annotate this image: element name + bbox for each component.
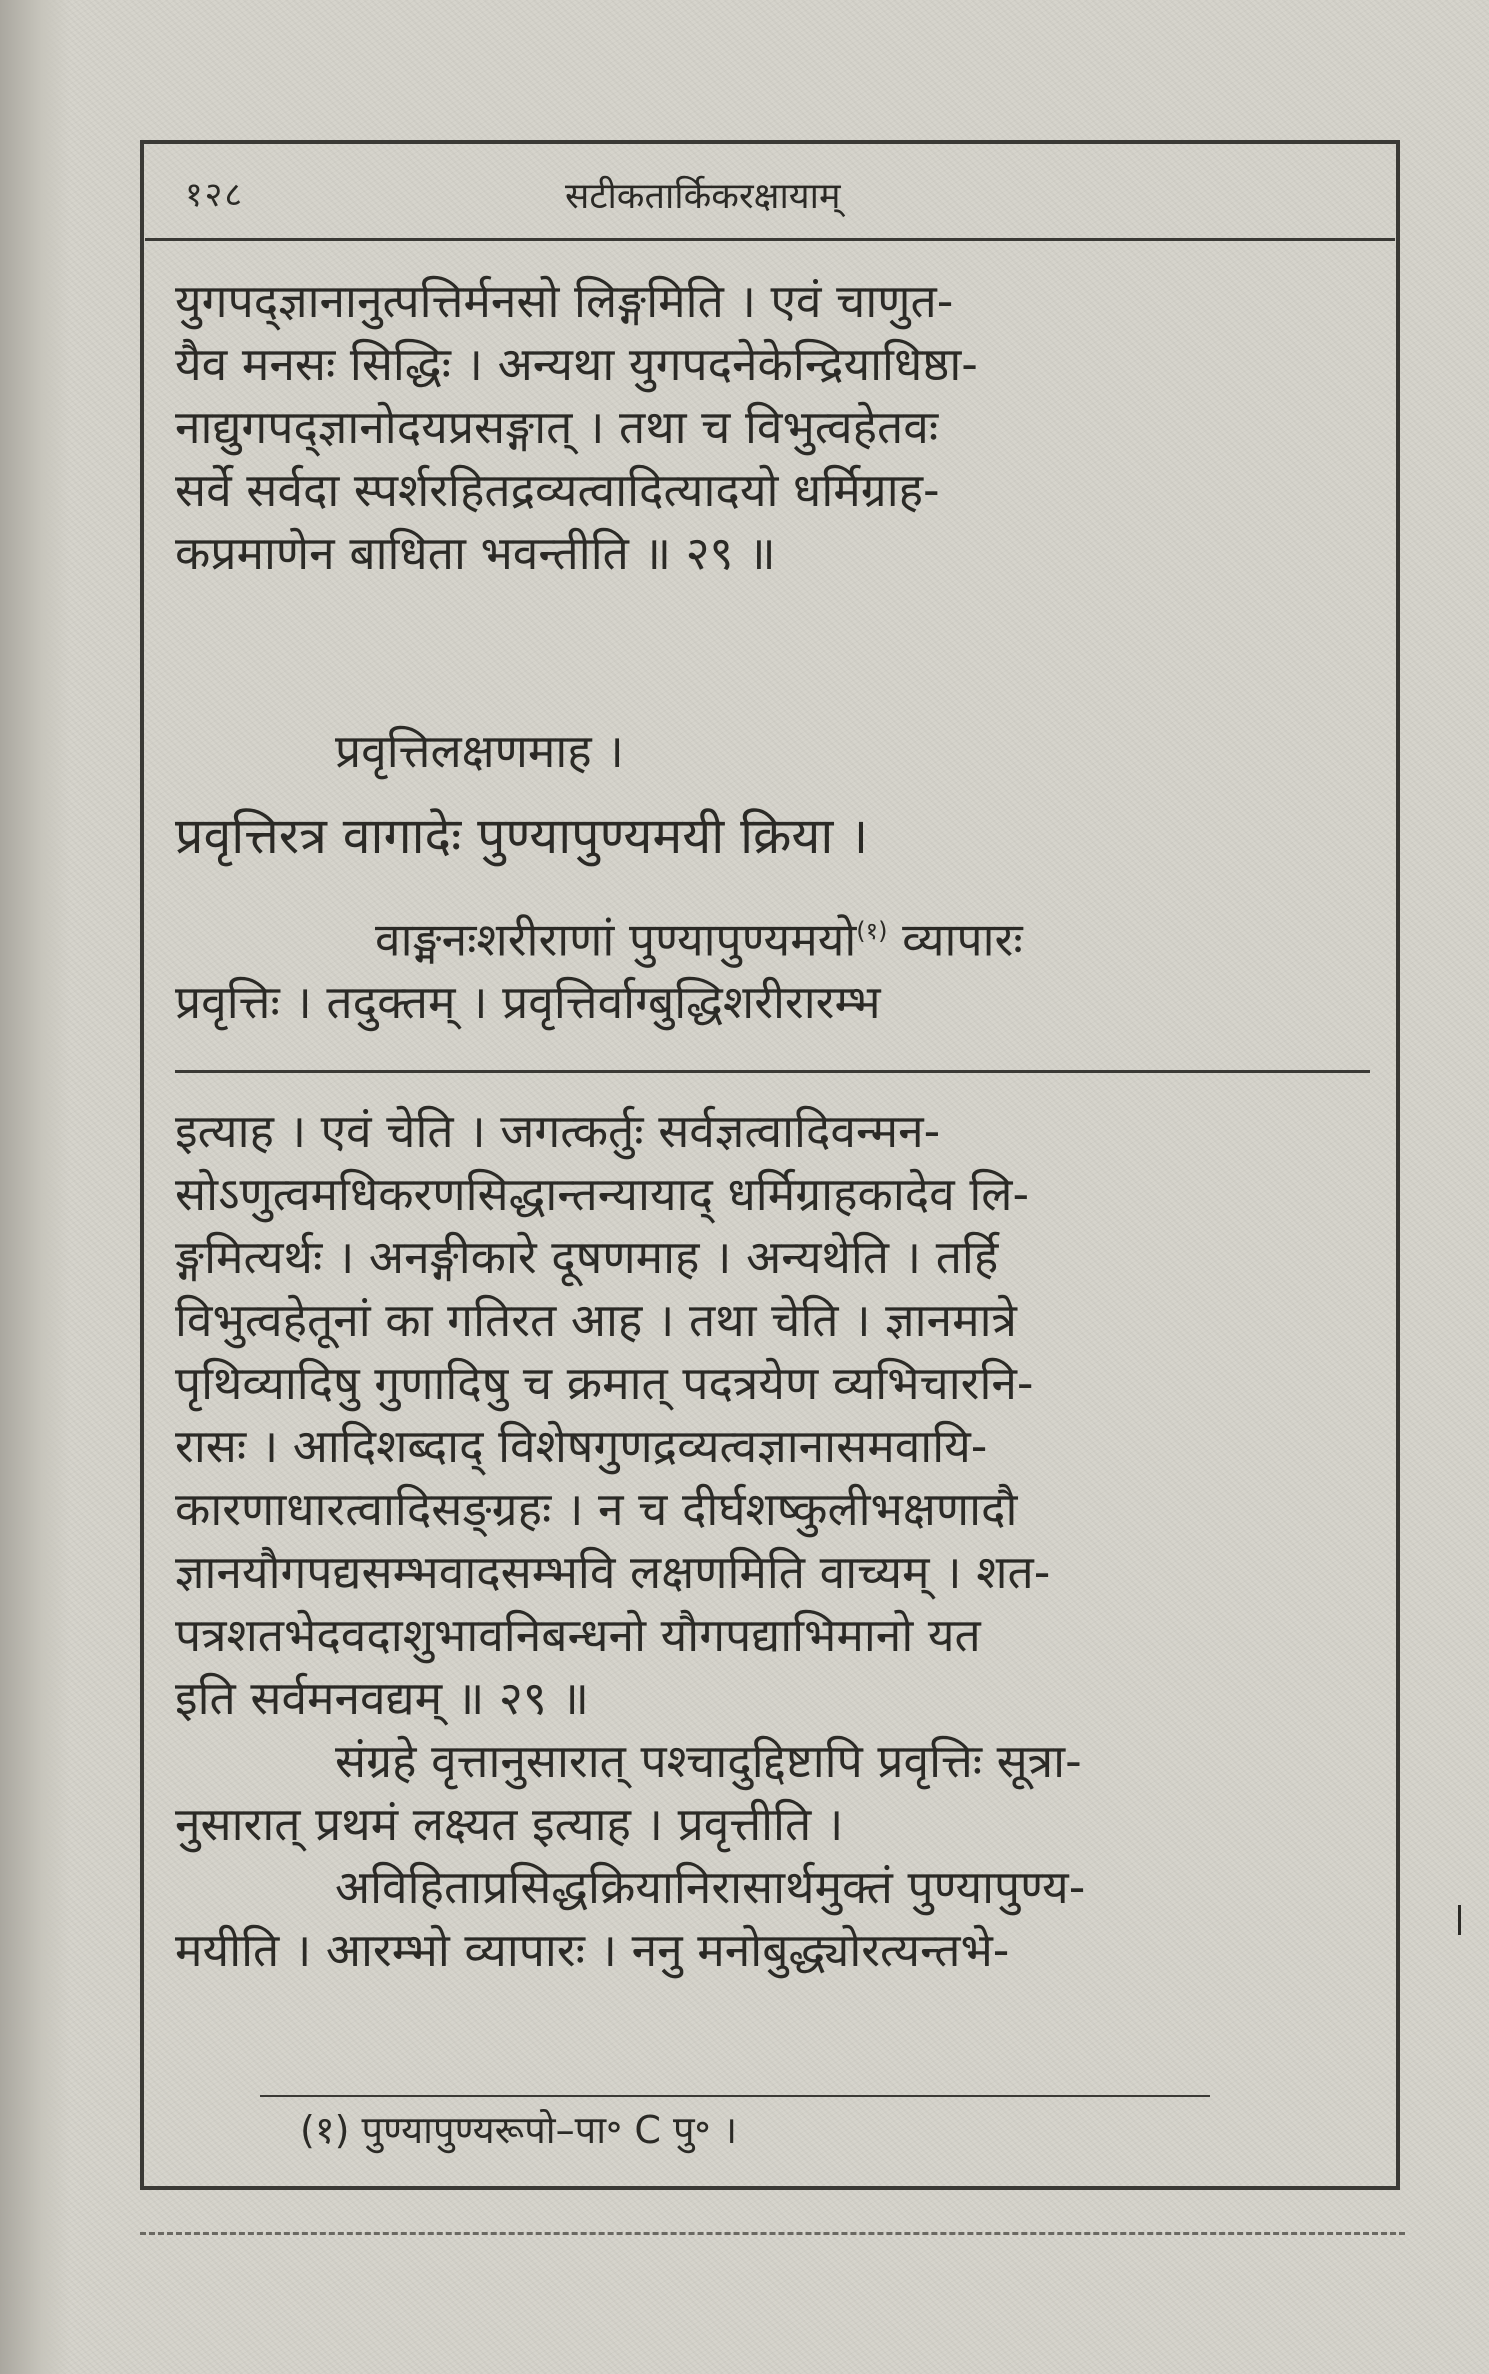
verse-line: प्रवृत्तिरत्र वागादेः पुण्यापुण्यमयी क्रिया । — [175, 807, 869, 865]
footnote-marker: (१) — [856, 917, 888, 945]
commentary-line: पत्रशतभेदवदाशुभावनिबन्धनो यौगपद्याभिमानो यत — [175, 1608, 981, 1662]
commentary-text: व्यापारः — [887, 912, 1023, 967]
text-line: युगपद्ज्ञानानुत्पत्तिर्मनसो लिङ्गमिति । एवं चाणुत- — [175, 274, 954, 328]
running-title: सटीकतार्किकरक्षायाम् — [565, 176, 841, 217]
verse-block — [175, 805, 1375, 868]
margin-mark — [1458, 1905, 1461, 1935]
commentary-line: प्रवृत्तिः । तदुक्तम् । प्रवृत्तिर्वाग्बुद्धिशरीरारम्भ — [175, 975, 881, 1030]
commentary-line: इत्याह । एवं चेति । जगत्कर्तुः सर्वज्ञत्वादिवन्मन- — [175, 1104, 941, 1158]
commentary-line: मयीति । आरम्भो व्यापारः । ननु मनोबुद्ध्योरत्यन्तभे- — [175, 1923, 1010, 1977]
main-text-upper — [175, 270, 1375, 585]
commentary-line: इति सर्वमनवद्यम् ॥ २९ ॥ — [175, 1671, 589, 1725]
section-heading-block — [175, 720, 1375, 783]
commentary-upper — [175, 900, 1375, 1034]
commentary-lower — [175, 1100, 1375, 1982]
section-heading: प्रवृत्तिलक्षणमाह । — [335, 724, 624, 778]
page-header — [145, 148, 1395, 241]
page-number: १२८ — [185, 175, 245, 215]
commentary-line: ज्ञानयौगपद्यसम्भवादसम्भवि लक्षणमिति वाच्यम् । शत- — [175, 1545, 1051, 1599]
text-line: नाद्युगपद्ज्ञानोदयप्रसङ्गात् । तथा च विभुत्वहेतवः — [175, 400, 939, 454]
commentary-line: नुसारात् प्रथमं लक्ष्यत इत्याह । प्रवृत्तीति । — [175, 1797, 844, 1851]
commentary-line: रासः । आदिशब्दाद् विशेषगुणद्रव्यत्वज्ञानासमवायि- — [175, 1419, 988, 1473]
commentary-line: संग्रहे वृत्तानुसारात् पश्चादुद्दिष्टापि प्रवृत्तिः सूत्रा- — [335, 1734, 1082, 1788]
commentary-line: ङ्गमित्यर्थः । अनङ्गीकारे दूषणमाह । अन्यथेति । तर्हि — [175, 1230, 999, 1284]
footnote: (१) पुण्यापुण्यरूपो–पा॰ C पु॰ । — [300, 2108, 738, 2152]
commentary-line: अविहिताप्रसिद्धक्रियानिरासार्थमुक्तं पुण्यापुण्य- — [335, 1860, 1086, 1914]
commentary-text: वाङ्मनःशरीराणां पुण्यापुण्यमयो — [375, 912, 857, 967]
footnote-divider — [260, 2095, 1210, 2097]
commentary-line: पृथिव्यादिषु गुणादिषु च क्रमात् पदत्रयेण व्यभिचारनि- — [175, 1356, 1034, 1410]
commentary-line: कारणाधारत्वादिसङ्ग्रहः । न च दीर्घशष्कुलीभक्षणादौ — [175, 1482, 1018, 1536]
text-line: यैव मनसः सिद्धिः । अन्यथा युगपदनेकेन्द्रियाधिष्ठा- — [175, 337, 978, 391]
text-line: सर्वे सर्वदा स्पर्शरहितद्रव्यत्वादित्यादयो धर्मिग्राह- — [175, 463, 940, 517]
commentary-line: सोऽणुत्वमधिकरणसिद्धान्तन्यायाद् धर्मिग्राहकादेव लि- — [175, 1167, 1030, 1221]
text-line: कप्रमाणेन बाधिता भवन्तीति ॥ २९ ॥ — [175, 526, 776, 580]
section-divider — [175, 1070, 1370, 1073]
commentary-line: विभुत्वहेतूनां का गतिरत आह । तथा चेति । ज्ञानमात्रे — [175, 1293, 1017, 1347]
bottom-border — [140, 2232, 1405, 2235]
binding-shadow — [0, 0, 70, 2374]
commentary-line — [175, 900, 1375, 971]
